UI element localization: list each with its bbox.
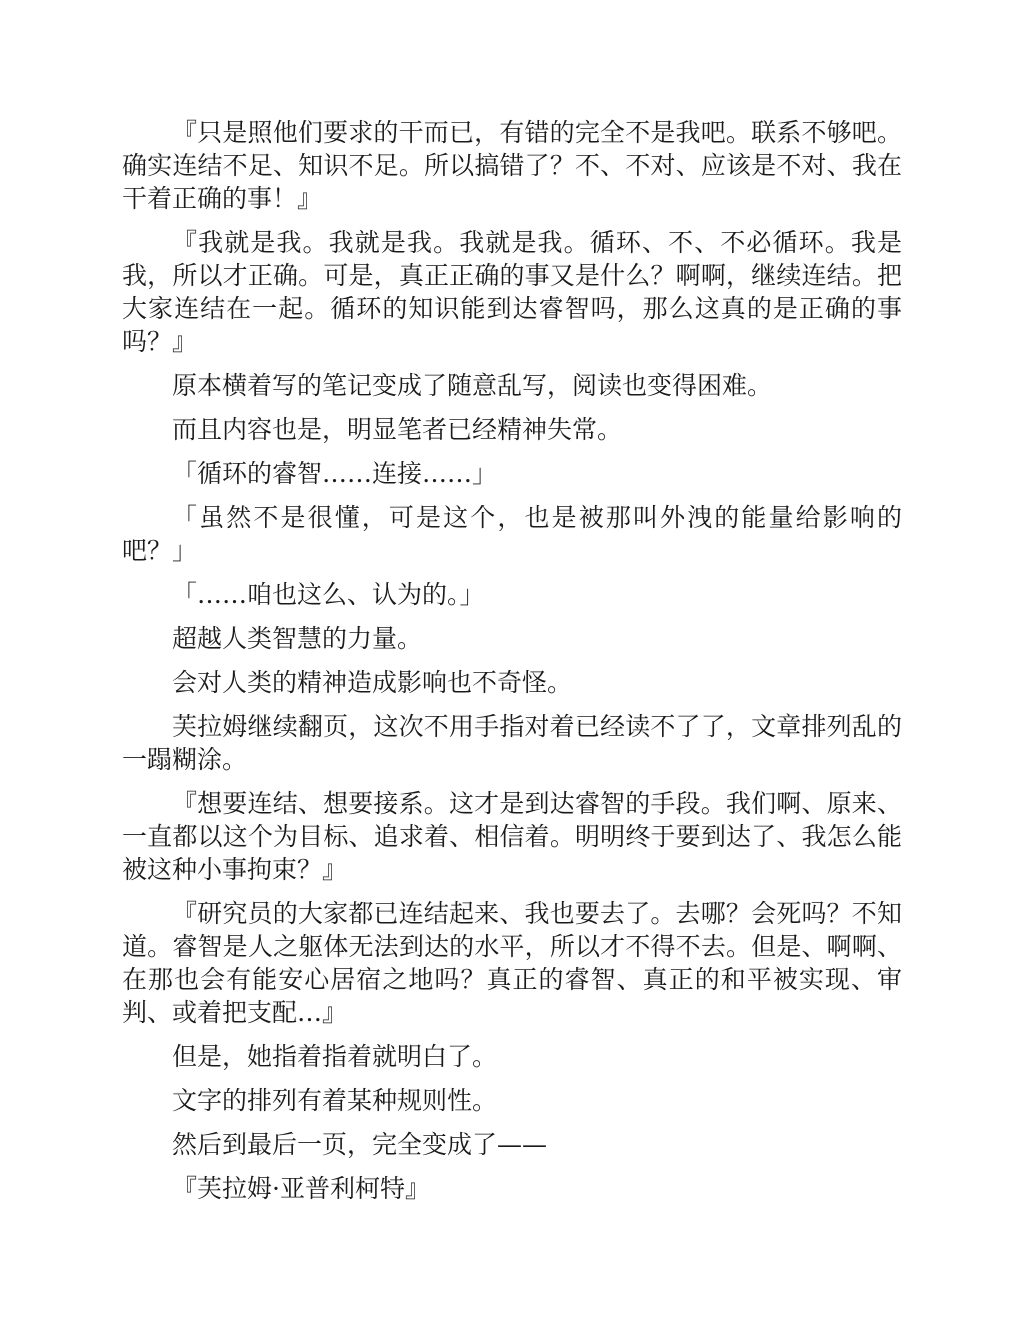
paragraph: 「虽然不是很懂，可是这个，也是被那叫外洩的能量给影响的吧？」	[122, 503, 902, 565]
paragraph: 「……咱也这么、认为的。」	[172, 580, 485, 609]
paragraph: 『我就是我。我就是我。我就是我。循环、不、不必循环。我是我，所以才正确。可是，真正正确的事又是什么？啊啊，继续连结。把大家连结在一起。循环的知识能到达睿智吗，那么这真的是正确的事吗？』	[122, 228, 902, 356]
paragraph: 『芙拉姆·亚普利柯特』	[172, 1174, 430, 1203]
paragraph: 然后到最后一页，完全变成了——	[172, 1130, 548, 1159]
paragraph: 芙拉姆继续翻页，这次不用手指对着已经读不了了，文章排列乱的一蹋糊涂。	[122, 712, 902, 774]
paragraph: 原本横着写的笔记变成了随意乱写，阅读也变得困难。	[172, 371, 773, 400]
paragraph: 『研究员的大家都已连结起来、我也要去了。去哪？会死吗？不知道。睿智是人之躯体无法到达的水平，所以才不得不去。但是、啊啊、在那也会有能安心居宿之地吗？真正的睿智、真正的和平被实现、审判、或着把支配…』	[122, 899, 902, 1027]
paragraph: 文字的排列有着某种规则性。	[172, 1086, 498, 1115]
paragraph: 『只是照他们要求的干而已，有错的完全不是我吧。联系不够吧。确实连结不足、知识不足。所以搞错了？不、不对、应该是不对、我在干着正确的事！』	[122, 118, 902, 213]
paragraph: 『想要连结、想要接系。这才是到达睿智的手段。我们啊、原来、一直都以这个为目标、追求着、相信着。明明终于要到达了、我怎么能被这种小事拘束？』	[122, 789, 902, 884]
paragraph: 「循环的睿智……连接……」	[172, 459, 498, 488]
paragraph: 超越人类智慧的力量。	[172, 624, 423, 653]
paragraph: 而且内容也是，明显笔者已经精神失常。	[172, 415, 623, 444]
paragraph: 但是，她指着指着就明白了。	[172, 1042, 498, 1071]
paragraph: 会对人类的精神造成影响也不奇怪。	[172, 668, 573, 697]
body-text	[122, 116, 902, 1216]
